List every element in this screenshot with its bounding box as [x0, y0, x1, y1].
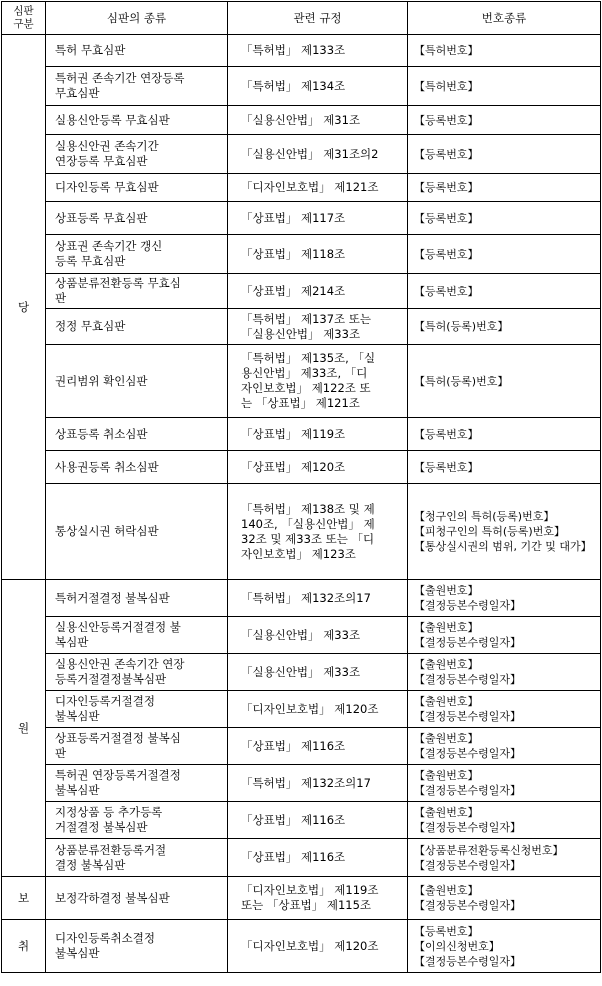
regulation-text: 「특허법」 제132조의17	[241, 775, 371, 790]
number-type-cell	[408, 235, 601, 274]
trial-type-text: 상표등록거절결정 불복심	[55, 731, 181, 745]
trial-type-text: 복심판	[55, 635, 89, 649]
trial-type-text: 판	[55, 291, 67, 305]
trial-type-text: 디자인등록 무효심판	[55, 180, 159, 194]
header-number-type: 번호종류	[408, 2, 601, 35]
trial-type-text: 지정상품 등 추가등록	[55, 805, 163, 819]
regulation-cell	[228, 877, 408, 920]
number-type-text: 【청구인의 특허(등록)번호】	[414, 510, 555, 523]
trial-type-text: 상품분류전환등록 무효심	[55, 276, 181, 290]
header-category-line1: 심판	[13, 5, 34, 17]
number-type-text: 【출원번호】	[414, 695, 479, 708]
table-row	[2, 345, 601, 418]
trial-type-cell	[46, 67, 228, 106]
regulation-text: 「특허법」 제134조	[241, 78, 346, 93]
trial-type-text: 특허권 연장등록거절결정	[55, 768, 181, 782]
number-type-cell	[408, 877, 601, 920]
number-type-text: 【결정등본수령일자】	[414, 673, 522, 686]
regulation-cell	[228, 802, 408, 839]
trial-type-text: 권리범위 확인심판	[55, 373, 148, 388]
trial-type-cell	[46, 451, 228, 484]
trial-type-text: 상표권 존속기간 갱신	[55, 239, 163, 253]
regulation-cell	[228, 920, 408, 973]
trial-type-cell	[46, 484, 228, 580]
regulation-text: 「상표법」 제116조	[241, 850, 346, 864]
number-type-text: 【출원번호】	[414, 732, 479, 745]
regulation-text: 「실용신안법」 제33조	[241, 664, 361, 679]
trial-type-cell	[46, 135, 228, 174]
regulation-text: 「상표법」 제117조	[241, 210, 346, 225]
trial-type-cell	[46, 691, 228, 728]
regulation-text: 「상표법」 제118조	[241, 246, 346, 261]
regulation-text: 「특허법」 제132조의17	[241, 590, 371, 605]
number-type-text: 【등록번호】	[414, 147, 479, 161]
trial-type-text: 불복심판	[55, 946, 100, 960]
table-row	[2, 235, 601, 274]
trial-type-text: 상품분류전환등록거절	[55, 842, 167, 857]
number-type-cell	[408, 654, 601, 691]
trial-type-text: 통상실시권 허락심판	[55, 524, 159, 538]
table-row	[2, 580, 601, 617]
regulation-cell	[228, 654, 408, 691]
number-type-cell	[408, 345, 601, 418]
table-row	[2, 67, 601, 106]
number-type-text: 【출원번호】	[414, 621, 479, 634]
regulation-text: 또는 「상표법」 제115조	[241, 898, 372, 912]
table-row	[2, 274, 601, 309]
regulation-text: 「실용신안법」 제31조	[241, 112, 361, 127]
regulation-cell	[228, 580, 408, 617]
regulation-text: 「상표법」 제116조	[241, 738, 346, 753]
regulation-cell	[228, 274, 408, 309]
number-type-text: 【특허번호】	[414, 44, 479, 57]
header-row	[2, 2, 601, 35]
number-type-cell	[408, 274, 601, 309]
number-type-text: 【출원번호】	[414, 806, 479, 819]
regulation-cell	[228, 728, 408, 765]
trial-type-text: 상표등록 취소심판	[55, 426, 148, 441]
number-type-cell	[408, 309, 601, 345]
number-type-text: 【등록번호】	[414, 181, 479, 194]
trial-type-text: 정정 무효심판	[55, 319, 126, 333]
table-row	[2, 202, 601, 235]
number-type-cell	[408, 484, 601, 580]
regulation-cell	[228, 202, 408, 235]
number-type-cell	[408, 617, 601, 654]
table-row	[2, 135, 601, 174]
regulation-text: 「실용신안법」 제33조	[241, 627, 361, 642]
table-row	[2, 691, 601, 728]
number-type-text: 【결정등본수령일자】	[414, 858, 522, 872]
number-type-text: 【피청구인의 특허(등록)번호】	[414, 525, 565, 538]
trial-type-text: 불복심판	[55, 709, 100, 723]
regulation-cell	[228, 67, 408, 106]
regulation-cell	[228, 345, 408, 418]
table-body	[2, 35, 601, 973]
table-row	[2, 418, 601, 451]
regulation-cell	[228, 617, 408, 654]
number-type-cell	[408, 691, 601, 728]
number-type-text: 【결정등본수령일자】	[414, 710, 522, 723]
regulation-text: 「디자인보호법」 제120조	[241, 701, 379, 716]
regulation-text: 용신안법」 제33조, 「디	[241, 366, 368, 380]
number-type-cell	[408, 920, 601, 973]
trial-type-text: 디자인등록거절결정	[55, 694, 155, 708]
table-row	[2, 728, 601, 765]
trial-type-cell	[46, 654, 228, 691]
table-row	[2, 35, 601, 67]
table-row	[2, 174, 601, 202]
trial-type-cell	[46, 728, 228, 765]
number-type-text: 【상품분류전환등록신청번호】	[414, 843, 564, 857]
trial-type-cell	[46, 174, 228, 202]
table-row	[2, 920, 601, 973]
regulation-cell	[228, 35, 408, 67]
regulation-cell	[228, 691, 408, 728]
number-type-cell	[408, 67, 601, 106]
table-row	[2, 877, 601, 920]
trial-type-cell	[46, 617, 228, 654]
category-cell: 보	[2, 877, 46, 920]
header-type: 심판의 종류	[46, 2, 228, 35]
number-type-cell	[408, 728, 601, 765]
trial-type-cell	[46, 877, 228, 920]
number-type-text: 【이의신청번호】	[414, 939, 500, 953]
regulation-text: 「특허법」 제133조	[241, 43, 346, 57]
table-row	[2, 839, 601, 877]
trial-type-cell	[46, 35, 228, 67]
number-type-text: 【등록번호】	[414, 284, 479, 298]
number-type-cell	[408, 802, 601, 839]
trial-type-text: 불복심판	[55, 783, 100, 797]
regulation-text: 「상표법」 제119조	[241, 426, 346, 441]
table-row	[2, 309, 601, 345]
number-type-cell	[408, 202, 601, 235]
table-row	[2, 654, 601, 691]
number-type-text: 【등록번호】	[414, 211, 479, 225]
trial-type-cell	[46, 920, 228, 973]
trial-type-text: 실용신안등록 무효심판	[55, 112, 170, 127]
number-type-cell	[408, 451, 601, 484]
number-type-text: 【등록번호】	[414, 247, 479, 261]
trial-type-text: 실용신안권 존속기간	[55, 139, 159, 153]
regulation-text: 「특허법」 제135조, 「실	[241, 351, 376, 365]
header-regulation: 관련 규정	[228, 2, 408, 35]
number-type-cell	[408, 35, 601, 67]
number-type-text: 【등록번호】	[414, 427, 479, 441]
trial-type-text: 사용권등록 취소심판	[55, 459, 159, 474]
trial-type-text: 등록거절결정불복심판	[55, 672, 167, 686]
trial-type-cell	[46, 106, 228, 135]
regulation-text: 「디자인보호법」 제121조	[241, 180, 379, 194]
number-type-text: 【등록번호】	[414, 113, 479, 127]
trial-type-text: 상표등록 무효심판	[55, 210, 148, 225]
number-type-text: 【출원번호】	[414, 584, 479, 597]
trial-type-cell	[46, 580, 228, 617]
header-category	[2, 2, 46, 35]
trial-type-text: 실용신안권 존속기간 연장	[55, 657, 185, 671]
trial-type-cell	[46, 235, 228, 274]
number-type-cell	[408, 106, 601, 135]
regulation-text: 140조, 「실용신안법」 제	[241, 516, 375, 531]
table-row	[2, 765, 601, 802]
number-type-text: 【특허번호】	[414, 79, 479, 93]
number-type-text: 【특허(등록)번호】	[414, 320, 509, 333]
table-row	[2, 802, 601, 839]
header-category-line2: 구분	[13, 18, 34, 30]
regulation-cell	[228, 135, 408, 174]
regulation-cell	[228, 235, 408, 274]
number-type-cell	[408, 418, 601, 451]
trial-type-text: 특허권 존속기간 연장등록	[55, 71, 185, 85]
regulation-text: 32조 및 제33조 또는 「디	[241, 531, 375, 546]
number-type-cell	[408, 174, 601, 202]
regulation-text: 「특허법」 제137조 또는	[241, 311, 372, 326]
number-type-text: 【결정등본수령일자】	[414, 599, 522, 612]
regulation-text: 는 「상표법」 제121조	[241, 396, 360, 410]
trial-type-text: 보정각하결정 불복심판	[55, 890, 170, 905]
trial-type-text: 디자인등록취소결정	[55, 931, 155, 945]
trial-type-text: 거절결정 불복심판	[55, 820, 148, 834]
trial-types-table	[1, 1, 601, 973]
table-row	[2, 617, 601, 654]
regulation-text: 「특허법」 제138조 및 제	[241, 501, 375, 516]
trial-type-cell	[46, 345, 228, 418]
number-type-text: 【등록번호】	[414, 924, 479, 938]
trial-type-text: 실용신안등록거절결정 불	[55, 620, 181, 634]
table-row	[2, 451, 601, 484]
trial-type-cell	[46, 802, 228, 839]
regulation-cell	[228, 839, 408, 877]
number-type-text: 【등록번호】	[414, 460, 479, 474]
regulation-text: 「상표법」 제214조	[241, 283, 346, 298]
regulation-text: 자인보호법」 제122조 또	[241, 381, 371, 395]
trial-type-text: 연장등록 무효심판	[55, 154, 148, 168]
regulation-cell	[228, 484, 408, 580]
number-type-text: 【결정등본수령일자】	[414, 636, 522, 649]
category-cell: 원	[2, 580, 46, 877]
trial-type-cell	[46, 274, 228, 309]
number-type-text: 【특허(등록)번호】	[414, 374, 509, 388]
number-type-text: 【결정등본수령일자】	[414, 747, 522, 760]
number-type-cell	[408, 580, 601, 617]
regulation-text: 「상표법」 제120조	[241, 459, 346, 474]
trial-type-text: 판	[55, 746, 67, 760]
number-type-text: 【출원번호】	[414, 884, 479, 897]
table-row	[2, 484, 601, 580]
trial-type-text: 특허거절결정 불복심판	[55, 590, 170, 605]
trial-type-text: 무효심판	[55, 86, 100, 100]
trial-type-cell	[46, 418, 228, 451]
regulation-cell	[228, 309, 408, 345]
trial-type-text: 등록 무효심판	[55, 254, 126, 268]
number-type-text: 【결정등본수령일자】	[414, 954, 522, 968]
trial-type-text: 특허 무효심판	[55, 43, 126, 57]
regulation-cell	[228, 418, 408, 451]
trial-type-cell	[46, 765, 228, 802]
category-cell: 취	[2, 920, 46, 973]
number-type-cell	[408, 839, 601, 877]
number-type-text: 【출원번호】	[414, 769, 479, 782]
number-type-cell	[408, 765, 601, 802]
number-type-cell	[408, 135, 601, 174]
regulation-cell	[228, 451, 408, 484]
category-cell: 당	[2, 35, 46, 580]
regulation-text: 「디자인보호법」 제120조	[241, 938, 379, 953]
number-type-text: 【통상실시권의 범위, 기간 및 대가】	[414, 540, 592, 553]
regulation-text: 「실용신안법」 제33조	[241, 326, 361, 341]
number-type-text: 【결정등본수령일자】	[414, 899, 522, 912]
regulation-cell	[228, 106, 408, 135]
regulation-text: 자인보호법」 제123조	[241, 546, 356, 561]
number-type-text: 【출원번호】	[414, 658, 479, 671]
regulation-cell	[228, 174, 408, 202]
regulation-text: 「디자인보호법」 제119조	[241, 883, 379, 897]
regulation-text: 「실용신안법」 제31조의2	[241, 146, 379, 161]
number-type-text: 【결정등본수령일자】	[414, 784, 522, 797]
regulation-text: 「상표법」 제116조	[241, 812, 346, 827]
trial-type-cell	[46, 309, 228, 345]
number-type-text: 【결정등본수령일자】	[414, 821, 522, 834]
trial-type-cell	[46, 839, 228, 877]
table-row	[2, 106, 601, 135]
trial-type-text: 결정 불복심판	[55, 857, 126, 872]
regulation-cell	[228, 765, 408, 802]
trial-type-cell	[46, 202, 228, 235]
